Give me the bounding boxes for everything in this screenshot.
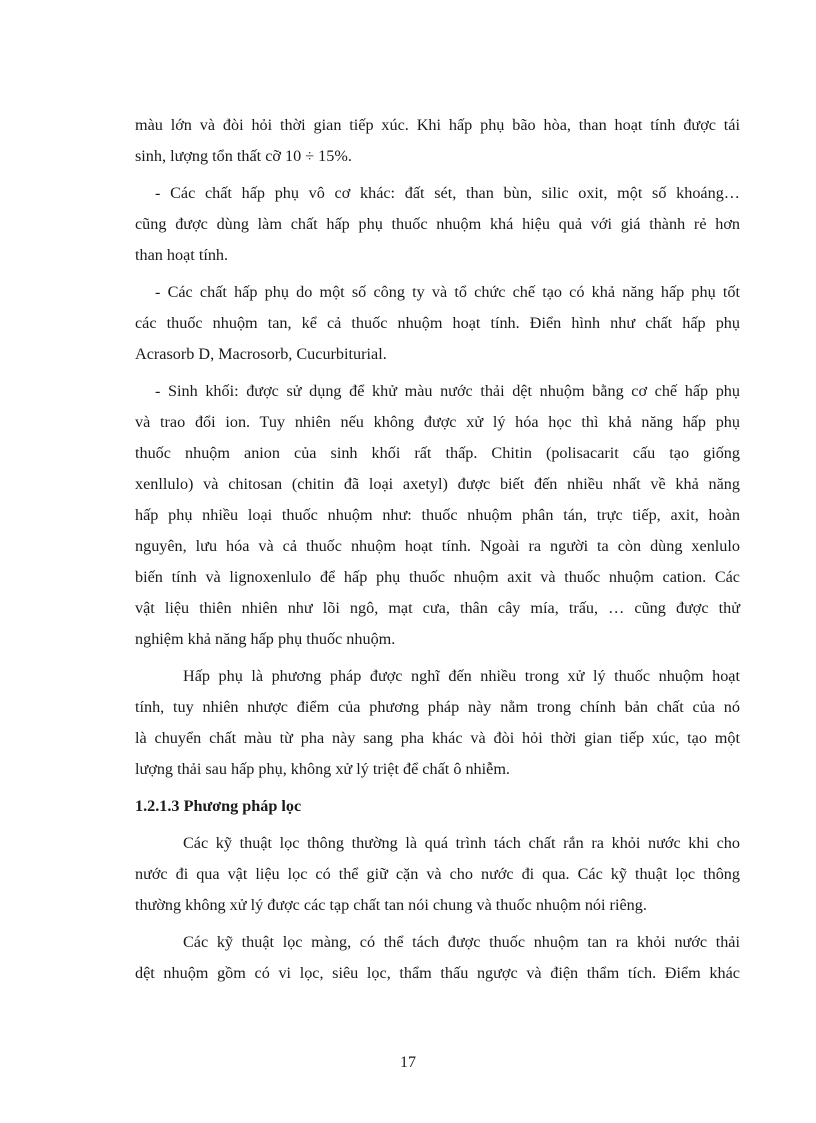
page-number: 17	[400, 1054, 416, 1071]
paragraph-membrane-filtration	[135, 927, 740, 989]
text-line: và trao đổi ion. Tuy nhiên nếu không được xử lý hóa học thì khả năng hấp phụ	[135, 413, 740, 431]
text-line: Hấp phụ là phương pháp được nghĩ đến nhiều trong xử lý thuốc nhuộm hoạt	[183, 667, 740, 685]
text-line: biến tính và lignoxenlulo để hấp phụ thuốc nhuộm axit và thuốc nhuộm cation. Các	[135, 568, 740, 586]
text-line: Các kỹ thuật lọc màng, có thể tách được thuốc nhuộm tan ra khỏi nước thải	[183, 933, 740, 951]
text-line: sinh, lượng tổn thất cỡ 10 ÷ 15%.	[135, 147, 352, 165]
text-line: lượng thải sau hấp phụ, không xử lý triệt để chất ô nhiễm.	[135, 760, 510, 778]
paragraph-continuation	[135, 110, 740, 172]
text-line: các thuốc nhuộm tan, kể cả thuốc nhuộm hoạt tính. Điển hình như chất hấp phụ	[135, 314, 740, 332]
bullet-commercial-adsorbents	[135, 277, 740, 370]
page-body	[135, 110, 740, 989]
text-line: nghiệm khả năng hấp phụ thuốc nhuộm.	[135, 630, 396, 648]
text-line: - Các chất hấp phụ do một số công ty và tổ chức chế tạo có khả năng hấp phụ tốt	[155, 283, 740, 301]
paragraph-conventional-filtration	[135, 828, 740, 921]
bullet-biomass	[135, 376, 740, 655]
bullet-inorganic-adsorbents	[135, 178, 740, 271]
text-line: nguyên, lưu hóa và cả thuốc nhuộm hoạt tính. Ngoài ra người ta còn dùng xenlulo	[135, 537, 740, 555]
text-line: - Sinh khối: được sử dụng để khử màu nước thải dệt nhuộm bằng cơ chế hấp phụ	[155, 382, 740, 400]
text-line: màu lớn và đòi hỏi thời gian tiếp xúc. Khi hấp phụ bão hòa, than hoạt tính được tái	[135, 116, 740, 134]
text-line: xenllulo) và chitosan (chitin đã loại axetyl) được biết đến nhiều nhất về khả năng	[135, 475, 740, 493]
text-line: thường không xử lý được các tạp chất tan nói chung và thuốc nhuộm nói riêng.	[135, 896, 647, 914]
text-line: là chuyển chất màu từ pha này sang pha khác và đòi hỏi thời gian tiếp xúc, tạo một	[135, 729, 740, 747]
text-line: cũng được dùng làm chất hấp phụ thuốc nhuộm khá hiệu quả với giá thành rẻ hơn	[135, 215, 740, 233]
paragraph-adsorption-summary	[135, 661, 740, 785]
text-line: nước đi qua vật liệu lọc có thể giữ cặn và cho nước đi qua. Các kỹ thuật lọc thông	[135, 865, 740, 883]
text-line: hấp phụ nhiều loại thuốc nhuộm như: thuốc nhuộm phân tán, trực tiếp, axit, hoàn	[135, 506, 740, 524]
text-line: - Các chất hấp phụ vô cơ khác: đất sét, than bùn, silic oxit, một số khoáng…	[155, 184, 740, 202]
text-line: Các kỹ thuật lọc thông thường là quá trình tách chất rắn ra khỏi nước khi cho	[183, 834, 740, 852]
text-line: Acrasorb D, Macrosorb, Cucurbiturial.	[135, 345, 387, 363]
section-heading: 1.2.1.3 Phương pháp lọc	[135, 797, 302, 815]
text-line: dệt nhuộm gồm có vi lọc, siêu lọc, thẩm thấu ngược và điện thẩm tích. Điểm khác	[135, 964, 740, 982]
text-line: vật liệu thiên nhiên như lõi ngô, mạt cưa, thân cây mía, trấu, … cũng được thử	[135, 599, 740, 617]
text-line: thuốc nhuộm anion của sinh khối rất thấp. Chitin (polisacarit cấu tạo giống	[135, 444, 740, 462]
text-line: than hoạt tính.	[135, 246, 229, 264]
text-line: tính, tuy nhiên nhược điểm của phương pháp này nằm trong chính bản chất của nó	[135, 698, 740, 716]
